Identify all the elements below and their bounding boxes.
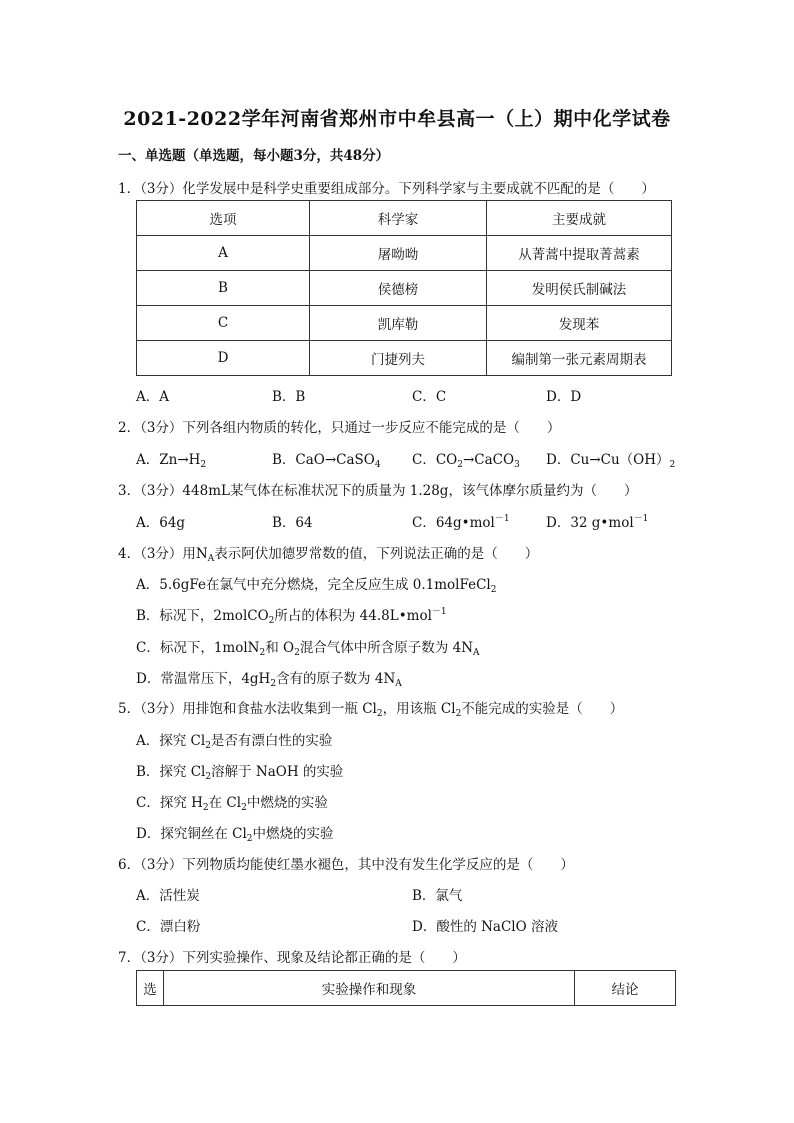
subscript: 2 bbox=[202, 803, 209, 813]
question-4-option-c bbox=[136, 636, 480, 658]
superscript: －1 bbox=[633, 514, 649, 524]
question-1-table bbox=[136, 200, 672, 376]
question-6-option-b: B．氯气 bbox=[412, 888, 463, 904]
subscript: A bbox=[207, 554, 215, 564]
option-text: A．探究 Cl bbox=[136, 733, 206, 749]
table-cell: A bbox=[137, 236, 310, 271]
question-1-option-a: A．A bbox=[136, 389, 169, 405]
stem-text: 表示阿伏加德罗常数的值，下列说法正确的是（ ） bbox=[214, 546, 539, 562]
question-2-option-d bbox=[546, 448, 675, 470]
table-row bbox=[137, 271, 672, 306]
question-3-option-d bbox=[546, 511, 648, 531]
option-text: B．CaO→CaSO bbox=[272, 452, 375, 468]
question-4-option-b bbox=[136, 604, 447, 626]
option-text: 含有的原子数为 4N bbox=[276, 671, 396, 687]
question-3-option-c bbox=[412, 511, 510, 531]
question-4-stem bbox=[118, 542, 538, 564]
table-cell: 从菁蒿中提取菁蒿素 bbox=[487, 236, 672, 271]
subscript: 2 bbox=[246, 834, 253, 844]
question-5-stem bbox=[118, 697, 623, 719]
stem-text: 5．（3分）用排饱和食盐水法收集到一瓶 Cl bbox=[118, 701, 377, 717]
question-5-option-c bbox=[136, 791, 328, 813]
question-1-option-d: D．D bbox=[546, 389, 582, 405]
option-text: C．标况下，1molN bbox=[136, 640, 260, 656]
table-cell: 凯库勒 bbox=[310, 306, 487, 341]
table-cell: 屠呦呦 bbox=[310, 236, 487, 271]
option-text: →CaCO bbox=[462, 452, 515, 468]
table-cell: C bbox=[137, 306, 310, 341]
stem-text: 4．（3分）用N bbox=[118, 546, 208, 562]
option-text: 是否有漂白性的实验 bbox=[210, 733, 333, 749]
question-2-option-a bbox=[136, 448, 206, 470]
option-text: 中燃烧的实验 bbox=[252, 826, 334, 842]
question-1-option-c: C．C bbox=[412, 389, 447, 405]
table-cell: 门捷列夫 bbox=[310, 341, 487, 376]
option-text: 所占的体积为 44.8L•mol bbox=[274, 608, 432, 624]
question-3-option-b: B．64 bbox=[272, 515, 313, 531]
question-2-option-c bbox=[412, 448, 520, 470]
subscript: 2 bbox=[669, 460, 676, 470]
superscript: －1 bbox=[494, 514, 510, 524]
question-5-option-b bbox=[136, 760, 343, 782]
subscript: 2 bbox=[490, 585, 497, 595]
question-3-option-a: A．64g bbox=[136, 515, 186, 531]
question-7-table bbox=[136, 970, 676, 1006]
option-text: B．标况下，2molCO bbox=[136, 608, 269, 624]
subscript: 2 bbox=[294, 648, 300, 658]
table-header-cell: 选 bbox=[137, 971, 164, 1006]
table-cell: 发明侯氏制碱法 bbox=[487, 271, 672, 306]
option-text: C．CO bbox=[412, 452, 458, 468]
question-3-stem: 3．（3分）448mL某气体在标准状况下的质量为 1.28g，该气体摩尔质量约为（ ） bbox=[118, 483, 638, 499]
question-1-option-b: B．B bbox=[272, 389, 306, 405]
table-header-cell: 科学家 bbox=[310, 201, 487, 236]
table-cell: B bbox=[137, 271, 310, 306]
option-text: 混合气体中所含原子数为 4N bbox=[299, 640, 474, 656]
question-6-stem: 6．（3分）下列物质均能使红墨水褪色，其中没有发生化学反应的是（ ） bbox=[118, 857, 574, 873]
option-text: A．5.6gFe在氯气中充分燃烧，完全反应生成 0.1molFeCl bbox=[136, 577, 491, 593]
subscript: 2 bbox=[270, 679, 277, 689]
option-text: A．Zn→H bbox=[136, 452, 201, 468]
table-cell: 发现苯 bbox=[487, 306, 672, 341]
subscript: 2 bbox=[268, 616, 275, 626]
question-6-option-c: C．漂白粉 bbox=[136, 919, 201, 935]
option-text: 在 Cl bbox=[208, 795, 242, 811]
question-5-option-d bbox=[136, 822, 334, 844]
option-text: D．Cu→Cu（OH） bbox=[546, 452, 670, 468]
section-heading: 一、单选题（单选题，每小题3分，共48分） bbox=[118, 148, 390, 164]
subscript: 4 bbox=[374, 460, 381, 470]
question-2-option-b bbox=[272, 448, 381, 470]
question-6-option-a: A．活性炭 bbox=[136, 888, 200, 904]
table-header-row bbox=[137, 201, 672, 236]
question-4-option-d bbox=[136, 667, 402, 689]
question-6-option-d: D．酸性的 NaClO 溶液 bbox=[412, 919, 558, 935]
stem-text: 不能完成的实验是（ ） bbox=[461, 701, 624, 717]
page-title: 2021-2022学年河南省郑州市中牟县高一（上）期中化学试卷 bbox=[123, 108, 671, 130]
subscript: 2 bbox=[205, 772, 212, 782]
table-header-row bbox=[137, 971, 676, 1006]
question-4-option-a bbox=[136, 573, 497, 595]
subscript: A bbox=[395, 679, 402, 689]
question-7-stem: 7．（3分）下列实验操作、现象及结论都正确的是（ ） bbox=[118, 950, 466, 966]
option-text: 溶解于 NaOH 的实验 bbox=[211, 764, 344, 780]
option-text: B．探究 Cl bbox=[136, 764, 206, 780]
option-text: D．32 g•mol bbox=[546, 515, 634, 531]
subscript: 3 bbox=[514, 460, 520, 470]
option-text: D．探究铜丝在 Cl bbox=[136, 826, 247, 842]
table-header-cell: 实验操作和现象 bbox=[164, 971, 575, 1006]
superscript: －1 bbox=[431, 607, 447, 617]
question-1-stem: 1．（3分）化学发展中是科学史重要组成部分。下列科学家与主要成就不匹配的是（ ） bbox=[118, 181, 655, 197]
subscript: 2 bbox=[205, 741, 211, 751]
subscript: 2 bbox=[259, 648, 266, 658]
subscript: 2 bbox=[457, 460, 463, 470]
table-row bbox=[137, 236, 672, 271]
option-text: 中燃烧的实验 bbox=[246, 795, 328, 811]
table-cell: 编制第一张元素周期表 bbox=[487, 341, 672, 376]
subscript: 2 bbox=[241, 803, 247, 813]
option-text: C．探究 H bbox=[136, 795, 203, 811]
option-text: C．64g•mol bbox=[412, 515, 495, 531]
table-row bbox=[137, 341, 672, 376]
table-header-cell: 选项 bbox=[137, 201, 310, 236]
table-header-cell: 结论 bbox=[575, 971, 676, 1006]
subscript: 2 bbox=[376, 709, 383, 719]
subscript: 2 bbox=[200, 460, 207, 470]
table-header-cell: 主要成就 bbox=[487, 201, 672, 236]
table-row bbox=[137, 306, 672, 341]
stem-text: ，用该瓶 Cl bbox=[382, 701, 456, 717]
question-2-stem: 2．（3分）下列各组内物质的转化，只通过一步反应不能完成的是（ ） bbox=[118, 420, 561, 436]
table-cell: D bbox=[137, 341, 310, 376]
subscript: A bbox=[473, 648, 480, 658]
option-text: D．常温常压下，4gH bbox=[136, 671, 271, 687]
subscript: 2 bbox=[455, 709, 462, 719]
question-5-option-a bbox=[136, 729, 332, 751]
option-text: 和 O bbox=[265, 640, 295, 656]
table-cell: 侯德榜 bbox=[310, 271, 487, 306]
